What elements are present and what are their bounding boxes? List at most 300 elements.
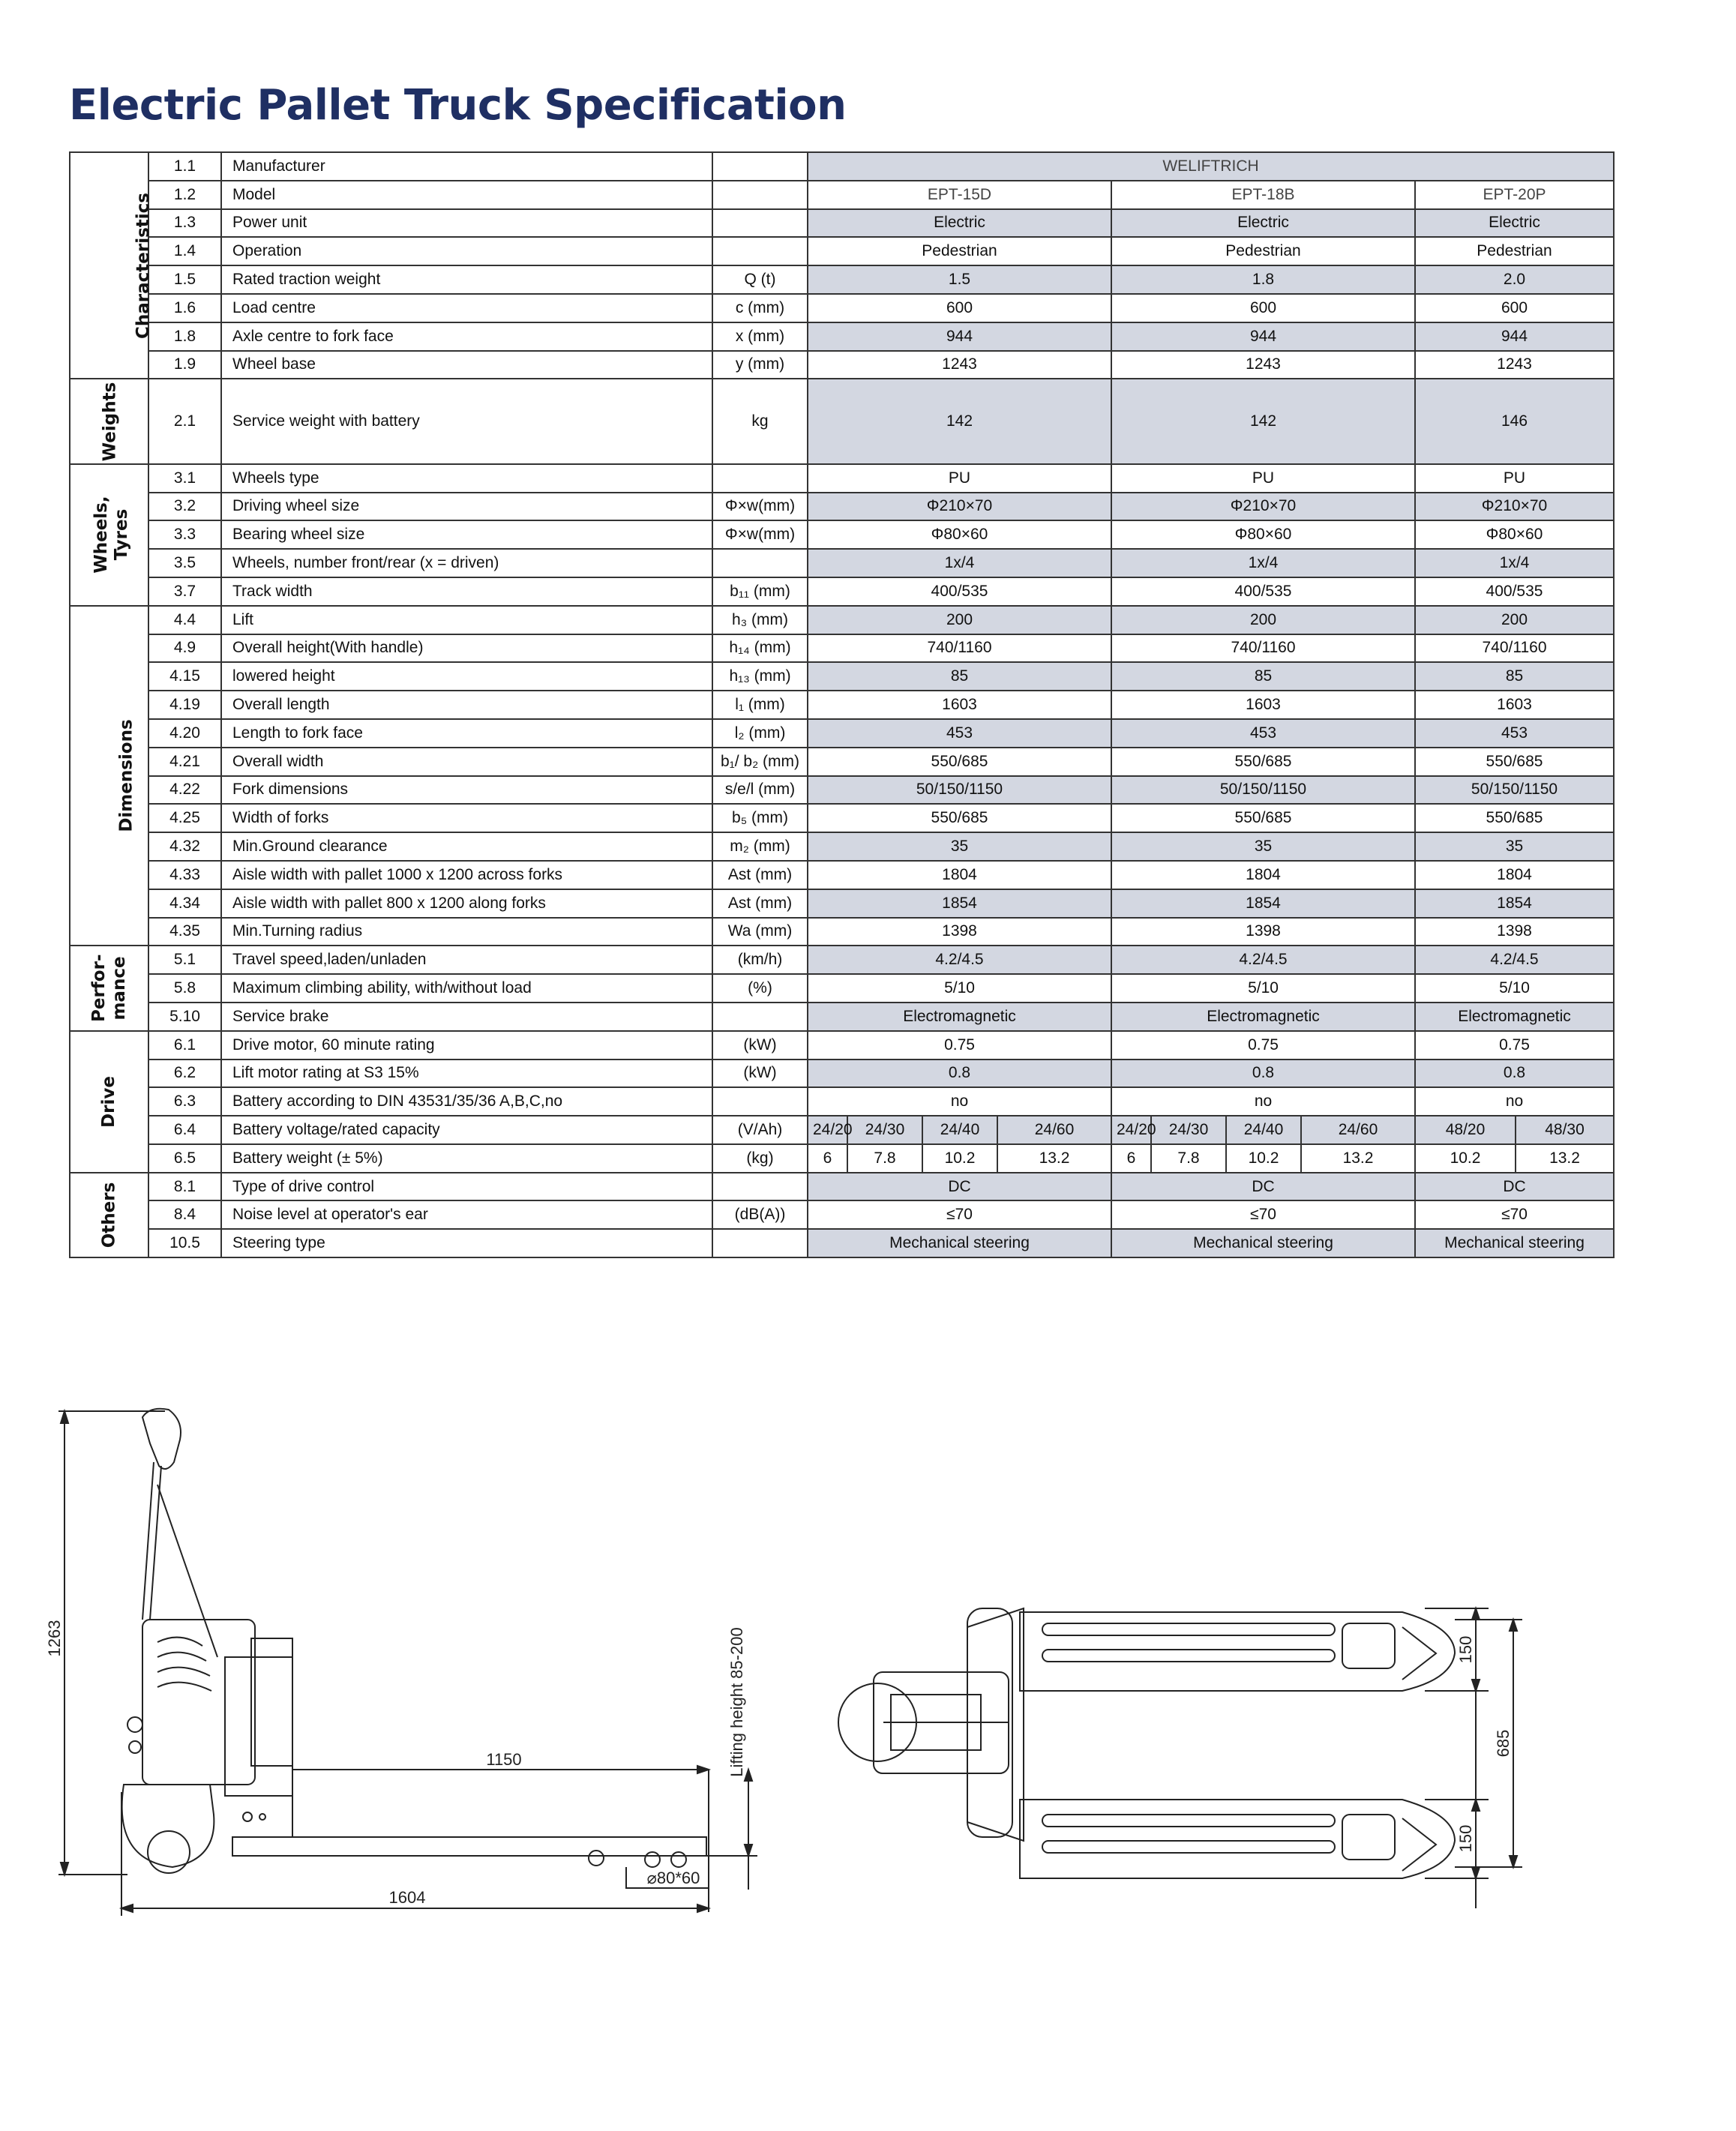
row-unit: m₂ (mm) bbox=[712, 832, 808, 861]
group-label-text: Dimensions bbox=[116, 719, 136, 832]
row-number: 1.4 bbox=[148, 237, 221, 265]
group-label-text: Drive bbox=[98, 1075, 118, 1128]
row-value-ept-18b: 1804 bbox=[1111, 861, 1415, 889]
row-value-ept-15d: 4.2/4.5 bbox=[808, 946, 1111, 974]
row-value-ept-15d: 0.75 bbox=[808, 1031, 1111, 1060]
spec-row-lift-motor bbox=[70, 1060, 1614, 1088]
row-label: Width of forks bbox=[221, 804, 712, 832]
row-value-ept-15d: ≤70 bbox=[808, 1200, 1111, 1229]
row-label: Min.Turning radius bbox=[221, 918, 712, 946]
row-label: Drive motor, 60 minute rating bbox=[221, 1031, 712, 1060]
row-value-ept-18b: 453 bbox=[1111, 719, 1415, 748]
row-label: Fork dimensions bbox=[221, 776, 712, 805]
row-value-ept-15d: 142 bbox=[808, 379, 1111, 463]
row-value-ept-15d: Mechanical steering bbox=[808, 1229, 1111, 1257]
group-label-text: Characteristics bbox=[133, 192, 153, 339]
row-label: Lift motor rating at S3 15% bbox=[221, 1060, 712, 1088]
row-number: 1.3 bbox=[148, 209, 221, 238]
battery-cell: 10.2 bbox=[922, 1144, 997, 1173]
spec-row-track-width bbox=[70, 577, 1614, 606]
row-value-ept-18b: Pedestrian bbox=[1111, 237, 1415, 265]
row-unit bbox=[712, 464, 808, 493]
row-number: 5.1 bbox=[148, 946, 221, 974]
row-value-ept-20p: Φ80×60 bbox=[1415, 520, 1614, 549]
row-number: 1.5 bbox=[148, 265, 221, 294]
row-unit bbox=[712, 1173, 808, 1201]
row-number: 1.9 bbox=[148, 351, 221, 379]
row-label: Bearing wheel size bbox=[221, 520, 712, 549]
row-label: Travel speed,laden/unladen bbox=[221, 946, 712, 974]
row-number: 3.5 bbox=[148, 549, 221, 577]
row-unit: h₃ (mm) bbox=[712, 606, 808, 634]
row-unit: Wa (mm) bbox=[712, 918, 808, 946]
row-value-ept-20p: 550/685 bbox=[1415, 804, 1614, 832]
group-label-dimensions bbox=[70, 606, 148, 946]
row-unit: Ast (mm) bbox=[712, 889, 808, 918]
row-unit: (%) bbox=[712, 974, 808, 1003]
row-value-ept-18b: 1603 bbox=[1111, 691, 1415, 719]
spec-row-wheels-number bbox=[70, 549, 1614, 577]
row-value-ept-20p: 400/535 bbox=[1415, 577, 1614, 606]
battery-cell: 24/30 bbox=[847, 1116, 922, 1144]
height-dimension: 1263 bbox=[45, 1620, 64, 1657]
row-value-ept-18b: EPT-18B bbox=[1111, 181, 1415, 209]
row-value-ept-20p: 550/685 bbox=[1415, 748, 1614, 776]
row-value-ept-15d: 453 bbox=[808, 719, 1111, 748]
row-value-ept-15d: Φ80×60 bbox=[808, 520, 1111, 549]
row-number: 6.1 bbox=[148, 1031, 221, 1060]
battery-cell: 24/30 bbox=[1151, 1116, 1226, 1144]
row-label: Overall length bbox=[221, 691, 712, 719]
row-value-ept-20p: no bbox=[1415, 1087, 1614, 1116]
spec-row-climbing bbox=[70, 974, 1614, 1003]
spec-row-overall-width bbox=[70, 748, 1614, 776]
row-unit: (kW) bbox=[712, 1031, 808, 1060]
group-label-text: Perfor- mance bbox=[88, 954, 129, 1022]
row-value-ept-18b: 1243 bbox=[1111, 351, 1415, 379]
spec-row-overall-height bbox=[70, 634, 1614, 663]
side-view-labels bbox=[45, 1620, 746, 1907]
lower-fork-width-dimension: 150 bbox=[1456, 1824, 1475, 1853]
row-label: Wheels, number front/rear (x = driven) bbox=[221, 549, 712, 577]
row-number: 6.3 bbox=[148, 1087, 221, 1116]
row-value-ept-20p: 1243 bbox=[1415, 351, 1614, 379]
row-number: 8.4 bbox=[148, 1200, 221, 1229]
battery-cell: 10.2 bbox=[1226, 1144, 1301, 1173]
pallet-truck-drawings bbox=[0, 1380, 1736, 1950]
row-number: 4.9 bbox=[148, 634, 221, 663]
row-value-ept-15d: 1854 bbox=[808, 889, 1111, 918]
row-unit: b₅ (mm) bbox=[712, 804, 808, 832]
spec-row-load-centre bbox=[70, 294, 1614, 322]
group-label-text: Wheels, Tyres bbox=[91, 496, 131, 574]
row-number: 1.1 bbox=[148, 152, 221, 181]
battery-cell: 7.8 bbox=[1151, 1144, 1226, 1173]
row-value-ept-18b: 4.2/4.5 bbox=[1111, 946, 1415, 974]
top-view-labels bbox=[1456, 1636, 1513, 1853]
row-unit bbox=[712, 181, 808, 209]
row-unit: Ast (mm) bbox=[712, 861, 808, 889]
row-value-ept-15d: 550/685 bbox=[808, 748, 1111, 776]
row-value-ept-20p: Pedestrian bbox=[1415, 237, 1614, 265]
row-value-ept-20p: EPT-20P bbox=[1415, 181, 1614, 209]
spec-row-wheel-base bbox=[70, 351, 1614, 379]
spec-row-operation bbox=[70, 237, 1614, 265]
spec-row-fork-width bbox=[70, 804, 1614, 832]
row-value-ept-15d: 1x/4 bbox=[808, 549, 1111, 577]
row-unit: l₂ (mm) bbox=[712, 719, 808, 748]
row-value-ept-15d: 85 bbox=[808, 662, 1111, 691]
row-unit bbox=[712, 1003, 808, 1031]
row-value-ept-20p: 200 bbox=[1415, 606, 1614, 634]
row-label: Steering type bbox=[221, 1229, 712, 1257]
row-value-ept-18b: 600 bbox=[1111, 294, 1415, 322]
row-value-ept-18b: Electric bbox=[1111, 209, 1415, 238]
battery-cell: 13.2 bbox=[1516, 1144, 1614, 1173]
row-label: Driving wheel size bbox=[221, 493, 712, 521]
battery-cell: 13.2 bbox=[997, 1144, 1111, 1173]
row-label: Battery voltage/rated capacity bbox=[221, 1116, 712, 1144]
row-value-ept-15d: 1.5 bbox=[808, 265, 1111, 294]
row-unit: s/e/l (mm) bbox=[712, 776, 808, 805]
row-value-ept-20p: 453 bbox=[1415, 719, 1614, 748]
row-value-ept-20p: PU bbox=[1415, 464, 1614, 493]
row-value-ept-20p: 35 bbox=[1415, 832, 1614, 861]
spec-row-aisle-800 bbox=[70, 889, 1614, 918]
row-number: 4.35 bbox=[148, 918, 221, 946]
group-label-drive bbox=[70, 1031, 148, 1173]
group-label-weights bbox=[70, 379, 148, 463]
row-label: Noise level at operator's ear bbox=[221, 1200, 712, 1229]
battery-cell: 24/40 bbox=[1226, 1116, 1301, 1144]
row-number: 3.1 bbox=[148, 464, 221, 493]
row-value-ept-18b: Mechanical steering bbox=[1111, 1229, 1415, 1257]
row-value-ept-20p: 1603 bbox=[1415, 691, 1614, 719]
row-number: 10.5 bbox=[148, 1229, 221, 1257]
row-value-ept-15d: 1243 bbox=[808, 351, 1111, 379]
row-value-ept-15d: Electromagnetic bbox=[808, 1003, 1111, 1031]
spec-row-traction bbox=[70, 265, 1614, 294]
row-value-ept-20p: 1x/4 bbox=[1415, 549, 1614, 577]
row-unit bbox=[712, 237, 808, 265]
spec-row-aisle-1000 bbox=[70, 861, 1614, 889]
row-unit: y (mm) bbox=[712, 351, 808, 379]
row-label: Service weight with battery bbox=[221, 379, 712, 463]
row-value-ept-18b: 85 bbox=[1111, 662, 1415, 691]
row-value-ept-18b: DC bbox=[1111, 1173, 1415, 1201]
group-label-characteristics bbox=[70, 152, 153, 379]
row-number: 3.2 bbox=[148, 493, 221, 521]
row-value-ept-20p: 146 bbox=[1415, 379, 1614, 463]
row-number: 6.4 bbox=[148, 1116, 221, 1144]
row-label: Service brake bbox=[221, 1003, 712, 1031]
row-value-ept-20p: 5/10 bbox=[1415, 974, 1614, 1003]
row-label: Manufacturer bbox=[221, 152, 712, 181]
row-value-ept-20p: 740/1160 bbox=[1415, 634, 1614, 663]
row-value-ept-20p: DC bbox=[1415, 1173, 1614, 1201]
row-label: Wheels type bbox=[221, 464, 712, 493]
row-number: 4.34 bbox=[148, 889, 221, 918]
row-unit: kg bbox=[712, 379, 808, 463]
row-value-ept-18b: 50/150/1150 bbox=[1111, 776, 1415, 805]
spec-row-battery-weight bbox=[70, 1144, 1614, 1173]
row-unit: c (mm) bbox=[712, 294, 808, 322]
row-label: Operation bbox=[221, 237, 712, 265]
row-number: 1.6 bbox=[148, 294, 221, 322]
spec-row-service-weight bbox=[70, 379, 1614, 463]
fork-length-dimension: 1150 bbox=[486, 1750, 522, 1769]
row-label: Battery according to DIN 43531/35/36 A,B,C,no bbox=[221, 1087, 712, 1116]
row-unit: x (mm) bbox=[712, 322, 808, 351]
row-value-ept-20p: ≤70 bbox=[1415, 1200, 1614, 1229]
spec-row-length-fork-face bbox=[70, 719, 1614, 748]
battery-cell: 24/20 bbox=[1111, 1116, 1151, 1144]
row-value-ept-20p: 944 bbox=[1415, 322, 1614, 351]
row-value-ept-18b: Φ80×60 bbox=[1111, 520, 1415, 549]
row-unit bbox=[712, 152, 808, 181]
row-number: 5.10 bbox=[148, 1003, 221, 1031]
wheel-dimension: ⌀80*60 bbox=[646, 1869, 700, 1887]
spec-row-drive-motor bbox=[70, 1031, 1614, 1060]
top-view-drawing bbox=[838, 1608, 1522, 1908]
row-unit bbox=[712, 549, 808, 577]
upper-fork-width-dimension: 150 bbox=[1456, 1635, 1475, 1664]
spec-row-lift bbox=[70, 606, 1614, 634]
battery-cell: 10.2 bbox=[1415, 1144, 1516, 1173]
row-label: Lift bbox=[221, 606, 712, 634]
row-value-ept-18b: 550/685 bbox=[1111, 804, 1415, 832]
row-unit: (dB(A)) bbox=[712, 1200, 808, 1229]
spec-row-model bbox=[70, 181, 1614, 209]
row-label: Overall height(With handle) bbox=[221, 634, 712, 663]
row-number: 6.5 bbox=[148, 1144, 221, 1173]
row-value-ept-20p: 4.2/4.5 bbox=[1415, 946, 1614, 974]
row-value-ept-15d: 50/150/1150 bbox=[808, 776, 1111, 805]
lifting-height-dimension: Lifting height 85-200 bbox=[727, 1627, 746, 1777]
row-number: 4.20 bbox=[148, 719, 221, 748]
row-number: 8.1 bbox=[148, 1173, 221, 1201]
battery-cell: 24/40 bbox=[922, 1116, 997, 1144]
spec-row-bearing-wheel bbox=[70, 520, 1614, 549]
spec-row-axle bbox=[70, 322, 1614, 351]
group-label-wheels bbox=[70, 464, 148, 606]
row-label: Power unit bbox=[221, 209, 712, 238]
row-value-ept-15d: 400/535 bbox=[808, 577, 1111, 606]
overall-width-dimension: 685 bbox=[1494, 1729, 1513, 1758]
spec-row-manufacturer bbox=[70, 152, 1614, 181]
row-value-ept-15d: 1398 bbox=[808, 918, 1111, 946]
spec-row-wheels-type bbox=[70, 464, 1614, 493]
row-value: WELIFTRICH bbox=[808, 152, 1614, 181]
row-label: Model bbox=[221, 181, 712, 209]
row-unit: b₁/ b₂ (mm) bbox=[712, 748, 808, 776]
spec-row-driving-wheel bbox=[70, 493, 1614, 521]
row-value-ept-20p: 0.8 bbox=[1415, 1060, 1614, 1088]
row-value-ept-15d: 35 bbox=[808, 832, 1111, 861]
row-number: 5.8 bbox=[148, 974, 221, 1003]
row-value-ept-15d: Φ210×70 bbox=[808, 493, 1111, 521]
row-unit bbox=[712, 1229, 808, 1257]
row-value-ept-15d: 944 bbox=[808, 322, 1111, 351]
row-number: 4.33 bbox=[148, 861, 221, 889]
row-label: Min.Ground clearance bbox=[221, 832, 712, 861]
row-number: 6.2 bbox=[148, 1060, 221, 1088]
row-value-ept-18b: PU bbox=[1111, 464, 1415, 493]
row-value-ept-15d: 550/685 bbox=[808, 804, 1111, 832]
battery-cell: 7.8 bbox=[847, 1144, 922, 1173]
row-value-ept-18b: 1x/4 bbox=[1111, 549, 1415, 577]
row-unit: (kg) bbox=[712, 1144, 808, 1173]
row-value-ept-18b: 944 bbox=[1111, 322, 1415, 351]
row-value-ept-18b: 0.8 bbox=[1111, 1060, 1415, 1088]
spec-row-travel-speed bbox=[70, 946, 1614, 974]
row-value-ept-15d: PU bbox=[808, 464, 1111, 493]
row-value-ept-15d: Electric bbox=[808, 209, 1111, 238]
spec-table bbox=[69, 151, 1615, 1258]
row-unit: h₁₃ (mm) bbox=[712, 662, 808, 691]
row-value-ept-20p: 1398 bbox=[1415, 918, 1614, 946]
side-view-drawing bbox=[58, 1409, 757, 1916]
row-value-ept-15d: 5/10 bbox=[808, 974, 1111, 1003]
row-value-ept-15d: no bbox=[808, 1087, 1111, 1116]
spec-row-lowered-height bbox=[70, 662, 1614, 691]
row-value-ept-20p: 2.0 bbox=[1415, 265, 1614, 294]
row-value-ept-18b: 1398 bbox=[1111, 918, 1415, 946]
overall-length-dimension: 1604 bbox=[388, 1888, 426, 1907]
row-label: lowered height bbox=[221, 662, 712, 691]
row-value-ept-18b: Electromagnetic bbox=[1111, 1003, 1415, 1031]
battery-cell: 6 bbox=[808, 1144, 847, 1173]
battery-cell: 24/20 bbox=[808, 1116, 847, 1144]
group-label-text: Weights bbox=[100, 382, 120, 461]
spec-row-turning-radius bbox=[70, 918, 1614, 946]
row-value-ept-15d: EPT-15D bbox=[808, 181, 1111, 209]
row-unit: (V/Ah) bbox=[712, 1116, 808, 1144]
row-value-ept-18b: 142 bbox=[1111, 379, 1415, 463]
row-value-ept-15d: 0.8 bbox=[808, 1060, 1111, 1088]
row-value-ept-18b: 0.75 bbox=[1111, 1031, 1415, 1060]
row-value-ept-20p: 1854 bbox=[1415, 889, 1614, 918]
row-value-ept-20p: 50/150/1150 bbox=[1415, 776, 1614, 805]
row-label: Load centre bbox=[221, 294, 712, 322]
row-label: Rated traction weight bbox=[221, 265, 712, 294]
row-value-ept-18b: 35 bbox=[1111, 832, 1415, 861]
row-value-ept-15d: 600 bbox=[808, 294, 1111, 322]
row-unit: b₁₁ (mm) bbox=[712, 577, 808, 606]
row-value-ept-20p: 600 bbox=[1415, 294, 1614, 322]
group-label-text: Others bbox=[99, 1182, 118, 1248]
row-unit: l₁ (mm) bbox=[712, 691, 808, 719]
row-value-ept-15d: 1804 bbox=[808, 861, 1111, 889]
row-unit bbox=[712, 1087, 808, 1116]
row-value-ept-15d: 200 bbox=[808, 606, 1111, 634]
battery-cell: 48/20 bbox=[1415, 1116, 1516, 1144]
row-label: Overall width bbox=[221, 748, 712, 776]
row-value-ept-18b: 5/10 bbox=[1111, 974, 1415, 1003]
row-label: Track width bbox=[221, 577, 712, 606]
row-number: 3.7 bbox=[148, 577, 221, 606]
spec-row-drive-control bbox=[70, 1173, 1614, 1201]
row-label: Battery weight (± 5%) bbox=[221, 1144, 712, 1173]
row-value-ept-18b: 550/685 bbox=[1111, 748, 1415, 776]
row-unit bbox=[712, 209, 808, 238]
row-value-ept-15d: DC bbox=[808, 1173, 1111, 1201]
group-label-performance bbox=[70, 946, 148, 1030]
row-label: Length to fork face bbox=[221, 719, 712, 748]
row-unit: Φ×w(mm) bbox=[712, 520, 808, 549]
page-title: Electric Pallet Truck Specification bbox=[69, 81, 847, 130]
row-label: Maximum climbing ability, with/without load bbox=[221, 974, 712, 1003]
row-number: 4.25 bbox=[148, 804, 221, 832]
row-label: Axle centre to fork face bbox=[221, 322, 712, 351]
row-value-ept-18b: ≤70 bbox=[1111, 1200, 1415, 1229]
battery-cell: 48/30 bbox=[1516, 1116, 1614, 1144]
row-value-ept-18b: 1854 bbox=[1111, 889, 1415, 918]
row-value-ept-15d: Pedestrian bbox=[808, 237, 1111, 265]
row-value-ept-20p: 1804 bbox=[1415, 861, 1614, 889]
row-number: 2.1 bbox=[148, 379, 221, 463]
row-value-ept-15d: 740/1160 bbox=[808, 634, 1111, 663]
row-number: 4.21 bbox=[148, 748, 221, 776]
battery-cell: 24/60 bbox=[997, 1116, 1111, 1144]
row-number: 4.15 bbox=[148, 662, 221, 691]
row-number: 4.22 bbox=[148, 776, 221, 805]
row-label: Aisle width with pallet 1000 x 1200 across forks bbox=[221, 861, 712, 889]
spec-row-ground-clearance bbox=[70, 832, 1614, 861]
row-value-ept-18b: 200 bbox=[1111, 606, 1415, 634]
spec-row-overall-length bbox=[70, 691, 1614, 719]
row-value-ept-20p: Electromagnetic bbox=[1415, 1003, 1614, 1031]
row-number: 4.4 bbox=[148, 606, 221, 634]
row-number: 1.2 bbox=[148, 181, 221, 209]
row-value-ept-18b: no bbox=[1111, 1087, 1415, 1116]
row-number: 4.32 bbox=[148, 832, 221, 861]
spec-row-battery-din bbox=[70, 1087, 1614, 1116]
row-value-ept-18b: 1.8 bbox=[1111, 265, 1415, 294]
row-value-ept-20p: 85 bbox=[1415, 662, 1614, 691]
row-value-ept-20p: Electric bbox=[1415, 209, 1614, 238]
row-label: Type of drive control bbox=[221, 1173, 712, 1201]
row-label: Wheel base bbox=[221, 351, 712, 379]
row-unit: h₁₄ (mm) bbox=[712, 634, 808, 663]
row-value-ept-15d: 1603 bbox=[808, 691, 1111, 719]
spec-row-battery-voltage bbox=[70, 1116, 1614, 1144]
row-unit: (km/h) bbox=[712, 946, 808, 974]
row-number: 1.8 bbox=[148, 322, 221, 351]
spec-row-brake bbox=[70, 1003, 1614, 1031]
row-unit: (kW) bbox=[712, 1060, 808, 1088]
row-value-ept-20p: 0.75 bbox=[1415, 1031, 1614, 1060]
row-value-ept-18b: Φ210×70 bbox=[1111, 493, 1415, 521]
group-label-others bbox=[70, 1173, 148, 1257]
battery-cell: 13.2 bbox=[1301, 1144, 1415, 1173]
row-number: 3.3 bbox=[148, 520, 221, 549]
row-unit: Q (t) bbox=[712, 265, 808, 294]
spec-row-noise bbox=[70, 1200, 1614, 1229]
row-label: Aisle width with pallet 800 x 1200 along forks bbox=[221, 889, 712, 918]
row-number: 4.19 bbox=[148, 691, 221, 719]
spec-row-fork-dims bbox=[70, 776, 1614, 805]
spec-row-steering bbox=[70, 1229, 1614, 1257]
row-value-ept-20p: Mechanical steering bbox=[1415, 1229, 1614, 1257]
spec-row-power bbox=[70, 209, 1614, 238]
battery-cell: 24/60 bbox=[1301, 1116, 1415, 1144]
row-value-ept-18b: 400/535 bbox=[1111, 577, 1415, 606]
row-value-ept-18b: 740/1160 bbox=[1111, 634, 1415, 663]
battery-cell: 6 bbox=[1111, 1144, 1151, 1173]
row-value-ept-20p: Φ210×70 bbox=[1415, 493, 1614, 521]
row-unit: Φ×w(mm) bbox=[712, 493, 808, 521]
